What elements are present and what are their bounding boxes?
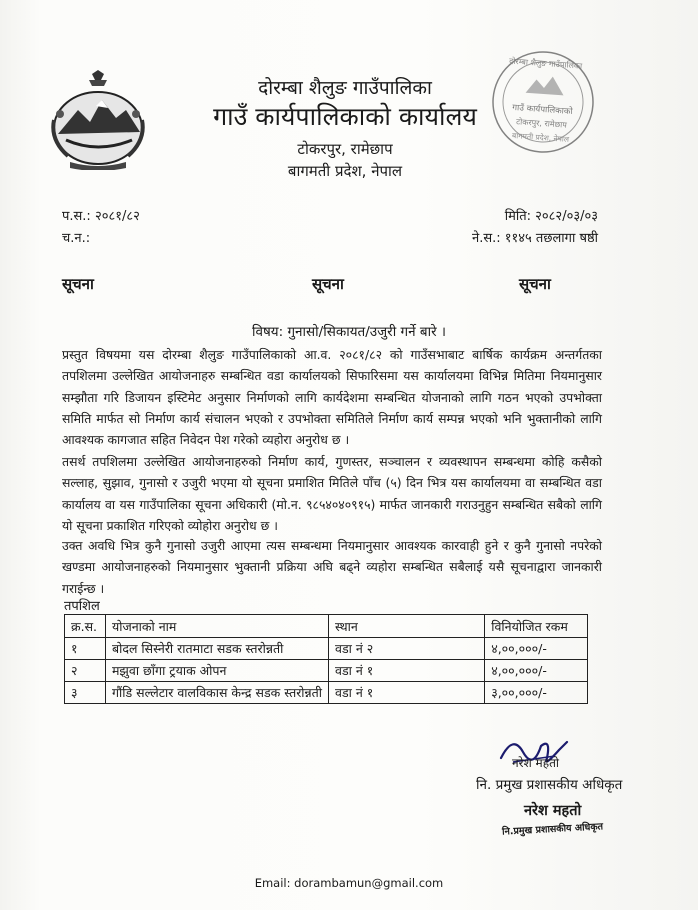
cell-location: वडा नं १ bbox=[329, 682, 485, 704]
subject-line: विषय: गुनासो/सिकायत/उजुरी गर्ने बारे । bbox=[251, 324, 447, 340]
reference-number: प.स.: २०८१/८२ bbox=[62, 209, 140, 224]
nepal-emblem-icon bbox=[44, 70, 152, 170]
letterhead bbox=[150, 76, 540, 182]
cell-project: मझुवा छाँगा ट्रयाक ओपन bbox=[105, 660, 328, 682]
col-location-header: स्थान bbox=[329, 615, 485, 638]
address-line-1: टोकरपुर, रामेछाप bbox=[297, 140, 393, 158]
nepal-era-date: ने.स.: ११४५ तछलागा षष्ठी bbox=[471, 231, 598, 246]
name-stamp: नरेश महतो bbox=[524, 803, 582, 819]
paragraph-1: प्रस्तुत विषयमा यस दोरम्बा शैलुङ गाउँपालिकाको आ.व. २०८१/८२ को गाउँसभाबाट बार्षिक कार्यक्रम अन्तर्गतका तपशिलमा उल्लेखित आयोजनाहरु सम्बन्धित वडा कार्यालयको सिफारिसमा यस कार्यालयमा विभिन्न मितिमा नियमानुसार सम्झौता गरि डिजायन इस्टिमेट अनुसार निर्माणको लागि कार्यदेशमा सम्बन्धित योजनाको लागि गठन भएको उपभोक्ता समिति मार्फत सो निर्माण कार्य संचालन भएको र उपभोक्ता समितिले निर्माण कार्य सम्पन्न भएको भनि भुक्तानीको लागि आवश्यक कागजात सहित निवेदन पेश गरेको व्यहोरा अनुरोध छ । bbox=[62, 347, 602, 448]
cell-location: वडा नं १ bbox=[329, 660, 485, 682]
dispatch-number: च.न.: bbox=[62, 231, 91, 246]
cell-amount: ३,००,०००/- bbox=[485, 682, 588, 704]
paragraph-3: उक्त अवधि भित्र कुनै गुनासो उजुरी आएमा त्यस सम्बन्धमा नियमानुसार आवश्यक कारवाही हुने र कुनै गुनासो नपरेको खण्डमा आयोजनाहरुको नियमानुसार भुक्तानी प्रक्रिया अघि बढ्ने व्यहोरा सम्बन्धित सबैलाई यसै सूचनाद्वारा जानकारी गराईन्छ । bbox=[62, 538, 602, 596]
footer-email: Email: dorambamun@gmail.com bbox=[254, 876, 444, 890]
cell-location: वडा नं २ bbox=[329, 638, 485, 660]
svg-text:दोरम्बा शैलुङ गाउँपालिका: दोरम्बा शैलुङ गाउँपालिका bbox=[508, 56, 583, 71]
col-project-header: योजनाको नाम bbox=[105, 615, 328, 638]
address-line-2: बागमती प्रदेश, नेपाल bbox=[287, 162, 403, 180]
svg-text:गाउँ कार्यपालिकाको: गाउँ कार्यपालिकाको bbox=[511, 102, 573, 118]
table-row bbox=[65, 682, 588, 704]
svg-text:टोकरपुर, रामेछाप: टोकरपुर, रामेछाप bbox=[515, 117, 568, 130]
table-row bbox=[65, 638, 588, 660]
paragraph-2: तसर्थ तपशिलमा उल्लेखित आयोजनाहरुको निर्माण कार्य, गुणस्तर, सञ्चालन र व्यवस्थापन सम्बन्धमा कोहि कसैको सल्लाह, सुझाव, गुनासो र उजुरी भएमा यो सूचना प्रमाशित मितिले पाँच (५) दिन भित्र यस कार्यालयमा वा सम्बन्धित वडा कार्यालय वा यस गाउँपालिका सूचना अधिकारी (मो.न. ९८५४०४०९१५) मार्फत जानकारी गराउनुहुन सम्बन्धित सबैको लागि यो सूचना प्रकाशित गरिएको व्योहोरा अनुरोध छ । bbox=[62, 454, 602, 533]
cell-serial: १ bbox=[65, 638, 106, 660]
cell-amount: ४,००,०००/- bbox=[485, 660, 588, 682]
col-serial-header: क्र.स. bbox=[65, 615, 106, 638]
table-row bbox=[65, 660, 588, 682]
cell-amount: ४,००,०००/- bbox=[485, 638, 588, 660]
col-amount-header: विनियोजित रकम bbox=[485, 615, 588, 638]
notice-heading-right: सूचना bbox=[519, 275, 551, 293]
signatory-title: नि. प्रमुख प्रशासकीय अधिकृत bbox=[476, 777, 623, 793]
table-header-row bbox=[65, 615, 588, 638]
svg-text:बागमती प्रदेश, नेपाल: बागमती प्रदेश, नेपाल bbox=[511, 130, 570, 144]
office-name: गाउँ कार्यपालिकाको कार्यालय bbox=[213, 102, 477, 131]
title-stamp: नि.प्रमुख प्रशासकीय अधिकृत bbox=[501, 821, 604, 838]
notice-heading-left: सूचना bbox=[62, 275, 94, 293]
cell-serial: २ bbox=[65, 660, 106, 682]
notice-heading-center: सूचना bbox=[312, 275, 344, 293]
projects-table bbox=[64, 614, 588, 704]
details-label: तपशिल bbox=[64, 599, 100, 614]
cell-serial: ३ bbox=[65, 682, 106, 704]
cell-project: गौंडि सल्लेटार वालविकास केन्द्र सडक स्तरोन्नती bbox=[105, 682, 328, 704]
municipality-name: दोरम्बा शैलुङ गाउँपालिका bbox=[258, 77, 432, 99]
letter-date: मिति: २०८२/०३/०३ bbox=[504, 209, 598, 224]
signatory-name: नरेश महतो bbox=[512, 756, 560, 770]
cell-project: बोदल सिस्नेरी रातमाटा सडक स्तरोन्नती bbox=[105, 638, 328, 660]
